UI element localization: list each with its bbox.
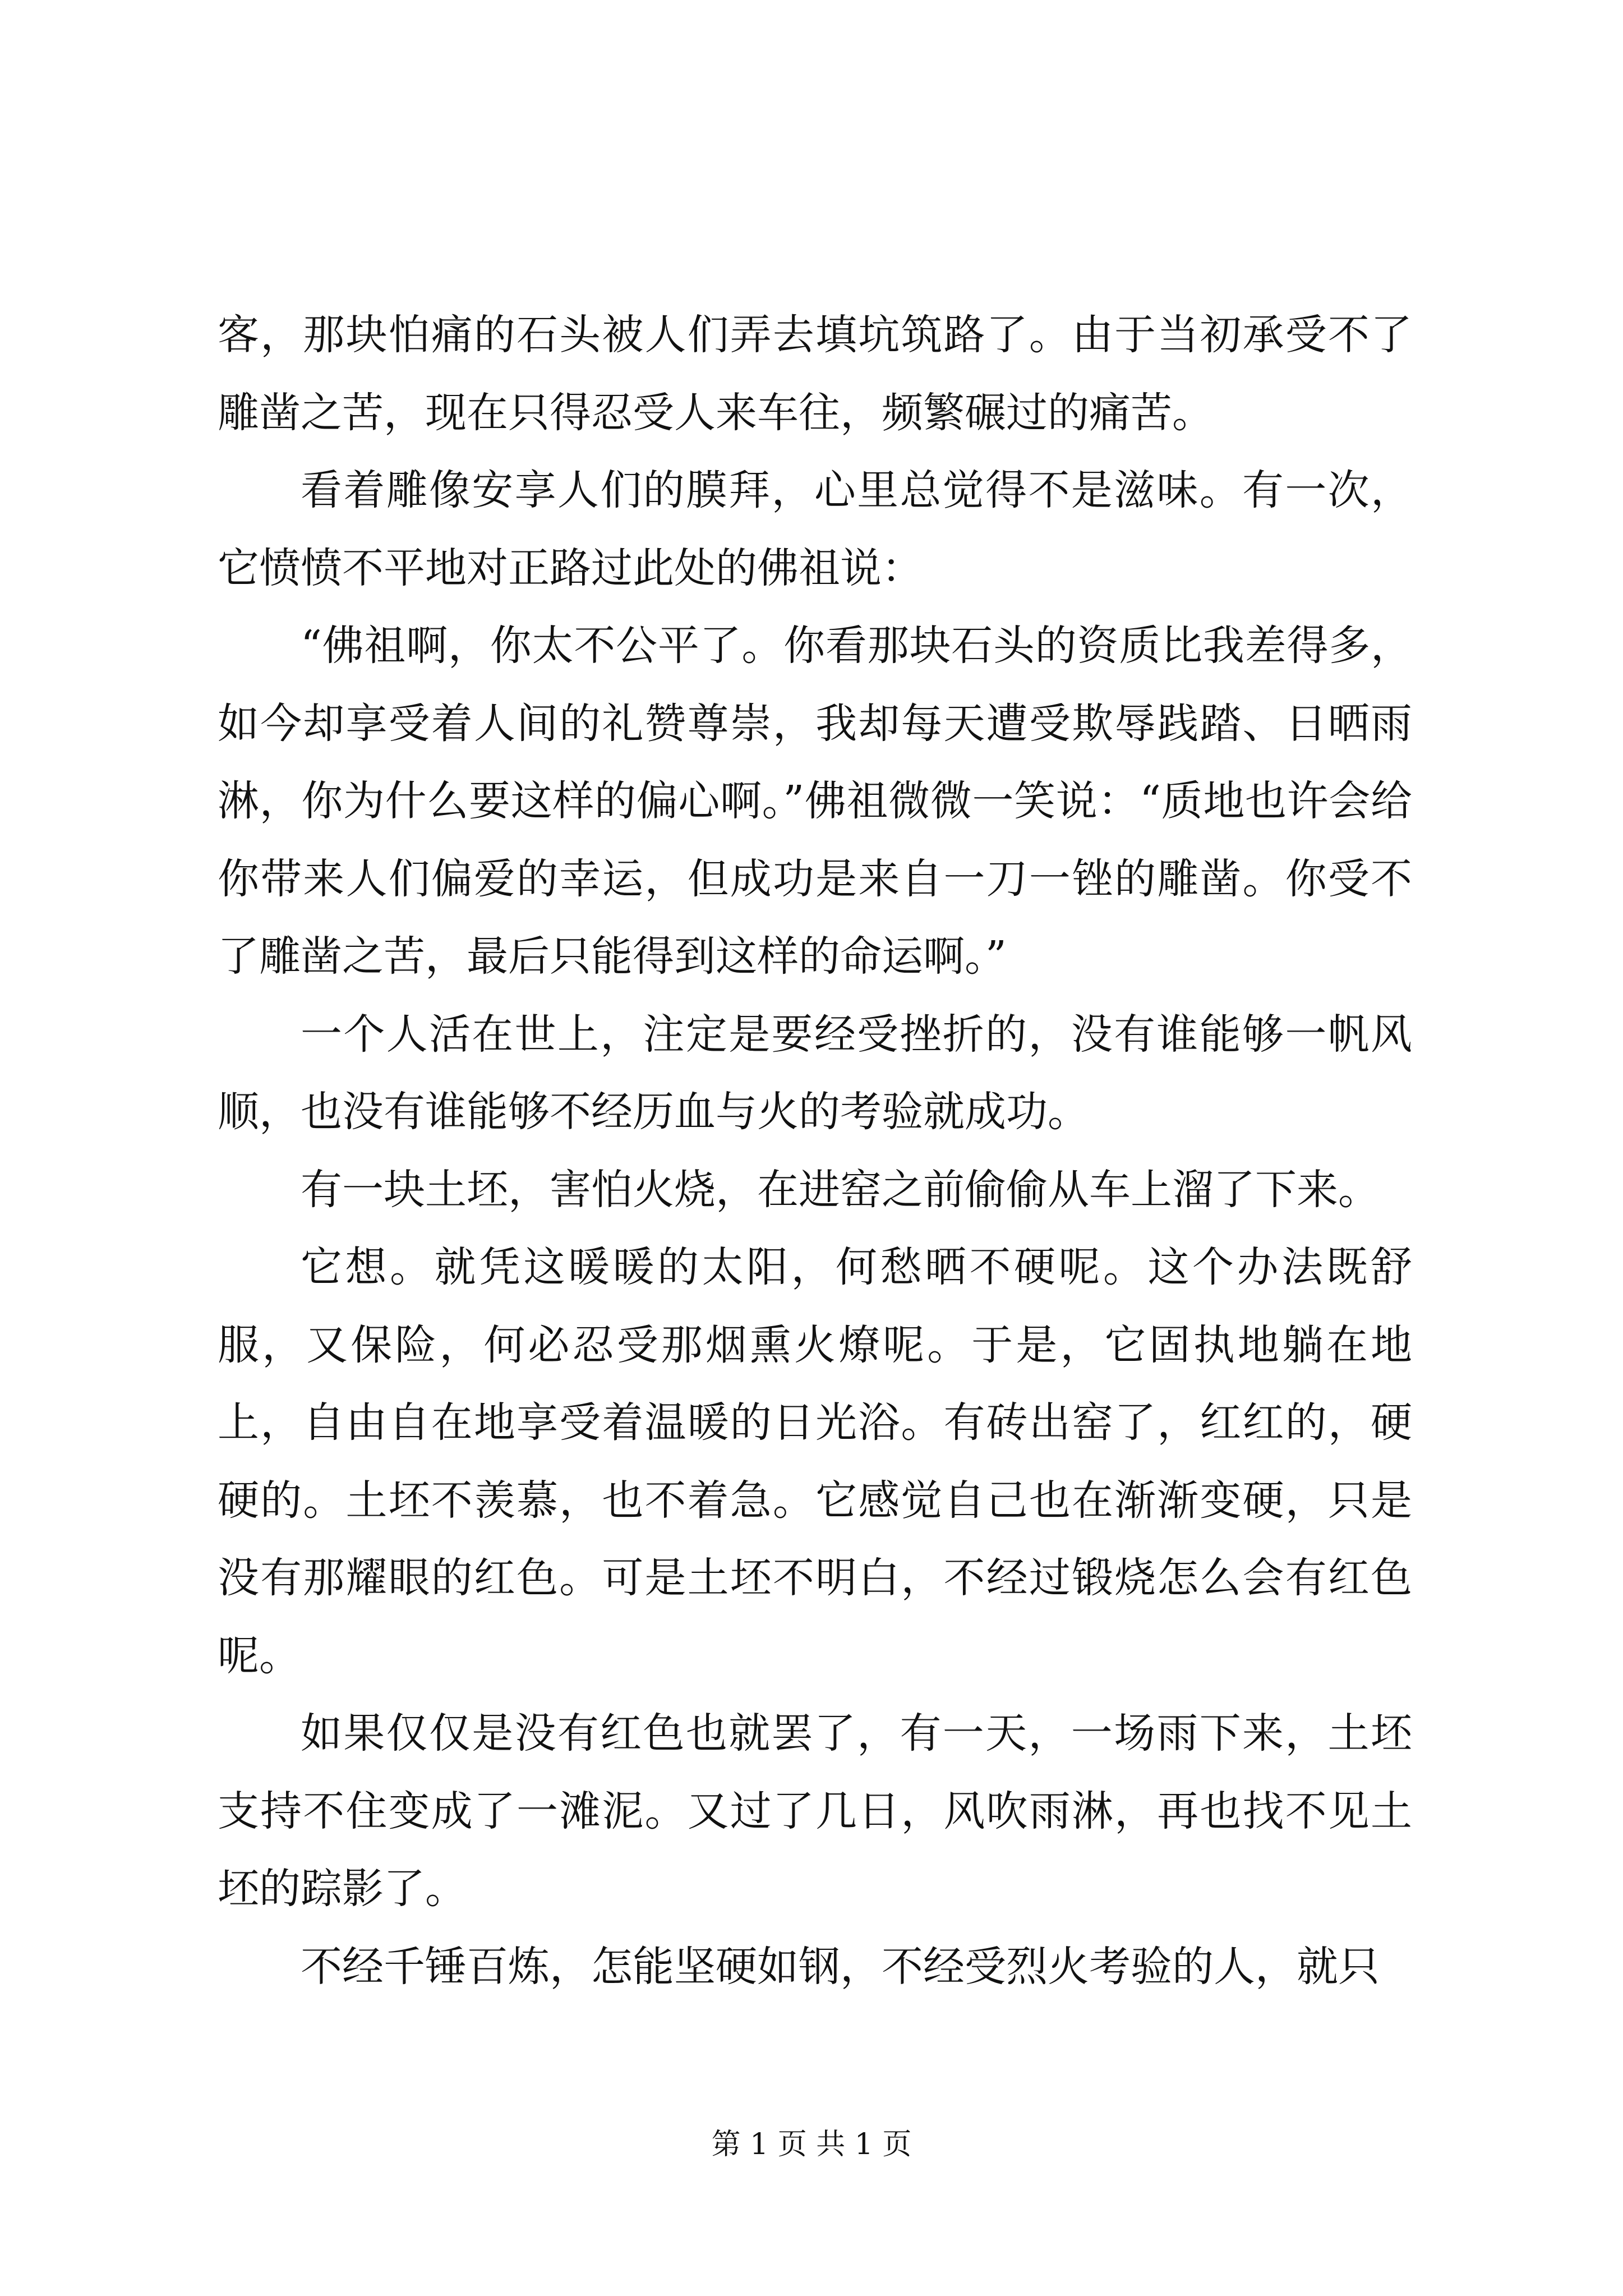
paragraph-5: 有一块土坯，害怕火烧，在进窑之前偷偷从车上溜了下来。 (301, 1165, 1380, 1214)
paragraph-3: “佛祖啊，你太不公平了。你看那块石头的资质比我差得多，如今却享受着人间的礼赞尊崇，我却每天遭受欺辱践踏、日晒雨淋，你为什么要这样的偏心啊。”佛祖微微一笑说：“质地也许会给你带来人们偏爱的幸运，但成功是来自一刀一锉的雕凿。你受不了雕凿之苦，最后只能得到这样的命运啊。” (218, 622, 1412, 981)
paragraph-2: 看着雕像安享人们的膜拜，心里总觉得不是滋味。有一次，它愤愤不平地对正路过此处的佛祖说： (218, 466, 1412, 592)
document-body (218, 296, 1412, 2005)
paragraph-1: 客，那块怕痛的石头被人们弄去填坑筑路了。由于当初承受不了雕凿之苦，现在只得忍受人来车往，频繁碾过的痛苦。 (218, 311, 1412, 437)
paragraph-8: 不经千锤百炼，怎能坚硬如钢，不经受烈火考验的人，就只 (301, 1942, 1380, 1991)
paragraph-7: 如果仅仅是没有红色也就罢了，有一天，一场雨下来，土坯支持不住变成了一滩泥。又过了几日，风吹雨淋，再也找不见土坯的踪影了。 (218, 1709, 1412, 1913)
paragraph-4: 一个人活在世上，注定是要经受挫折的，没有谁能够一帆风顺，也没有谁能够不经历血与火的考验就成功。 (218, 1010, 1412, 1136)
page-footer: 第 1 页 共 1 页 (711, 2128, 912, 2161)
paragraph-6: 它想。就凭这暖暖的太阳，何愁晒不硬呢。这个办法既舒服，又保险，何必忍受那烟熏火燎呢。于是，它固执地躺在地上，自由自在地享受着温暖的日光浴。有砖出窑了，红红的，硬硬的。土坯不羡慕，也不着急。它感觉自己也在渐渐变硬，只是没有那耀眼的红色。可是土坯不明白，不经过锻烧怎么会有红色呢。 (218, 1243, 1412, 1680)
